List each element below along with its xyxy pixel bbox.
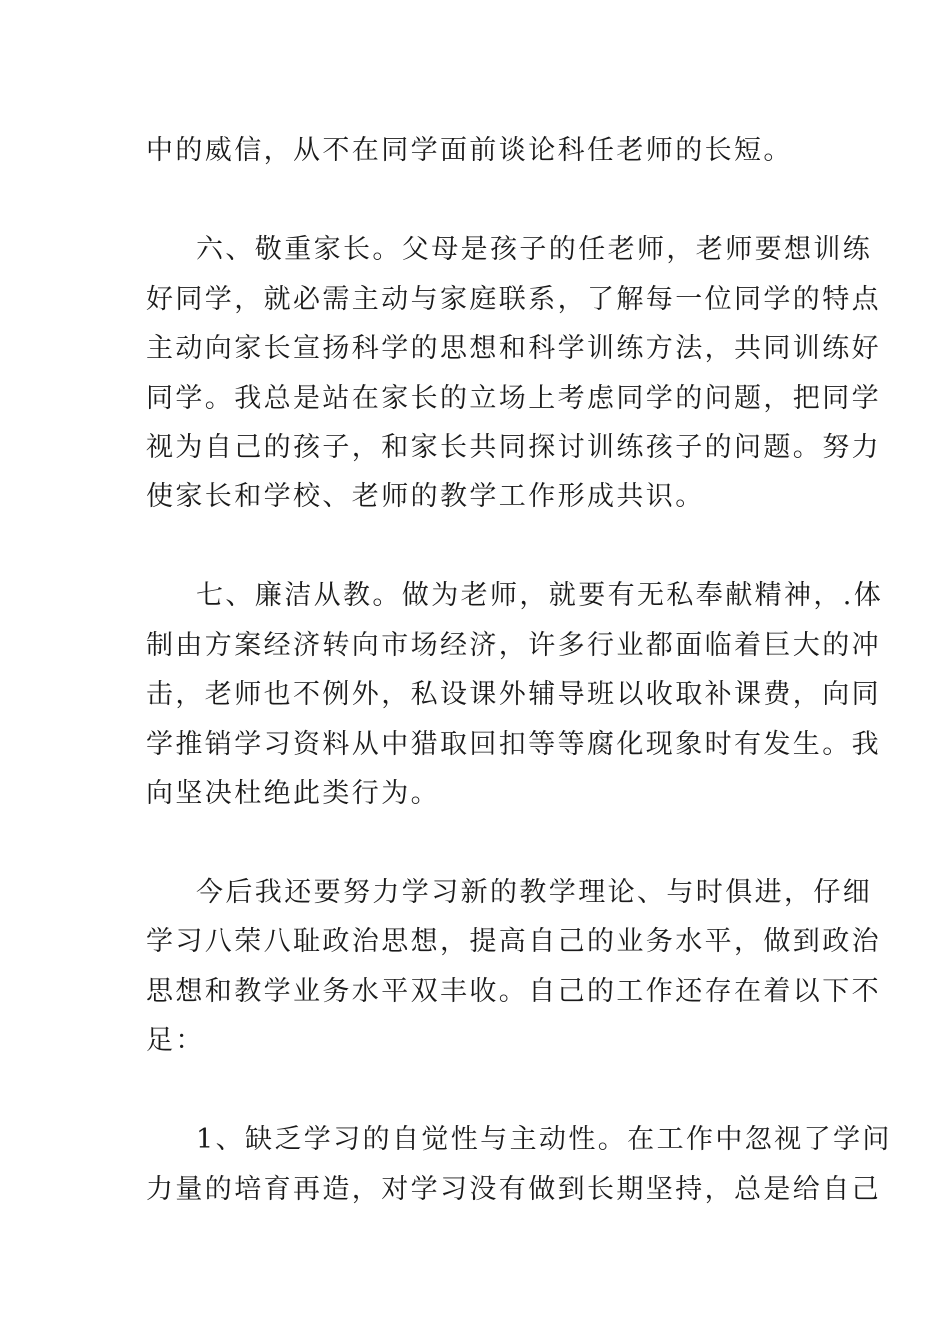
text-line: 1、缺乏学习的自觉性与主动性。在工作中忽视了学问 (196, 1124, 892, 1155)
text-line: 好同学，就必需主动与家庭联系，了解每一位同学的特点 (146, 284, 881, 315)
text-line: 击，老师也不例外，私设课外辅导班以收取补课费，向同 (146, 679, 881, 710)
text-line: 思想和教学业务水平双丰收。自己的工作还存在着以下不 (146, 976, 881, 1007)
text-line: 学习八荣八耻政治思想，提高自己的业务水平，做到政治 (146, 926, 881, 957)
text-line: 制由方案经济转向市场经济，许多行业都面临着巨大的冲 (146, 630, 881, 661)
text-line: 足： (146, 1025, 205, 1056)
text-line: 学推销学习资料从中猎取回扣等等腐化现象时有发生。我 (146, 729, 881, 760)
text-line: 视为自己的孩子，和家长共同探讨训练孩子的问题。努力 (146, 432, 881, 463)
text-line: 同学。我总是站在家长的立场上考虑同学的问题，把同学 (146, 383, 881, 414)
text-line: 使家长和学校、老师的教学工作形成共识。 (146, 481, 705, 512)
text-line: 今后我还要努力学习新的教学理论、与时俱进，仔细 (196, 877, 873, 908)
text-line: 力量的培育再造，对学习没有做到长期坚持，总是给自己 (146, 1174, 881, 1205)
text-line: 七、廉洁从教。做为老师，就要有无私奉献精神，.体 (196, 580, 884, 611)
text-line: 主动向家长宣扬科学的思想和科学训练方法，共同训练好 (146, 333, 881, 364)
text-line: 向坚决杜绝此类行为。 (146, 778, 440, 809)
text-line: 中的威信，从不在同学面前谈论科任老师的长短。 (146, 135, 793, 166)
text-line: 六、敬重家长。父母是孩子的任老师，老师要想训练 (196, 234, 873, 265)
